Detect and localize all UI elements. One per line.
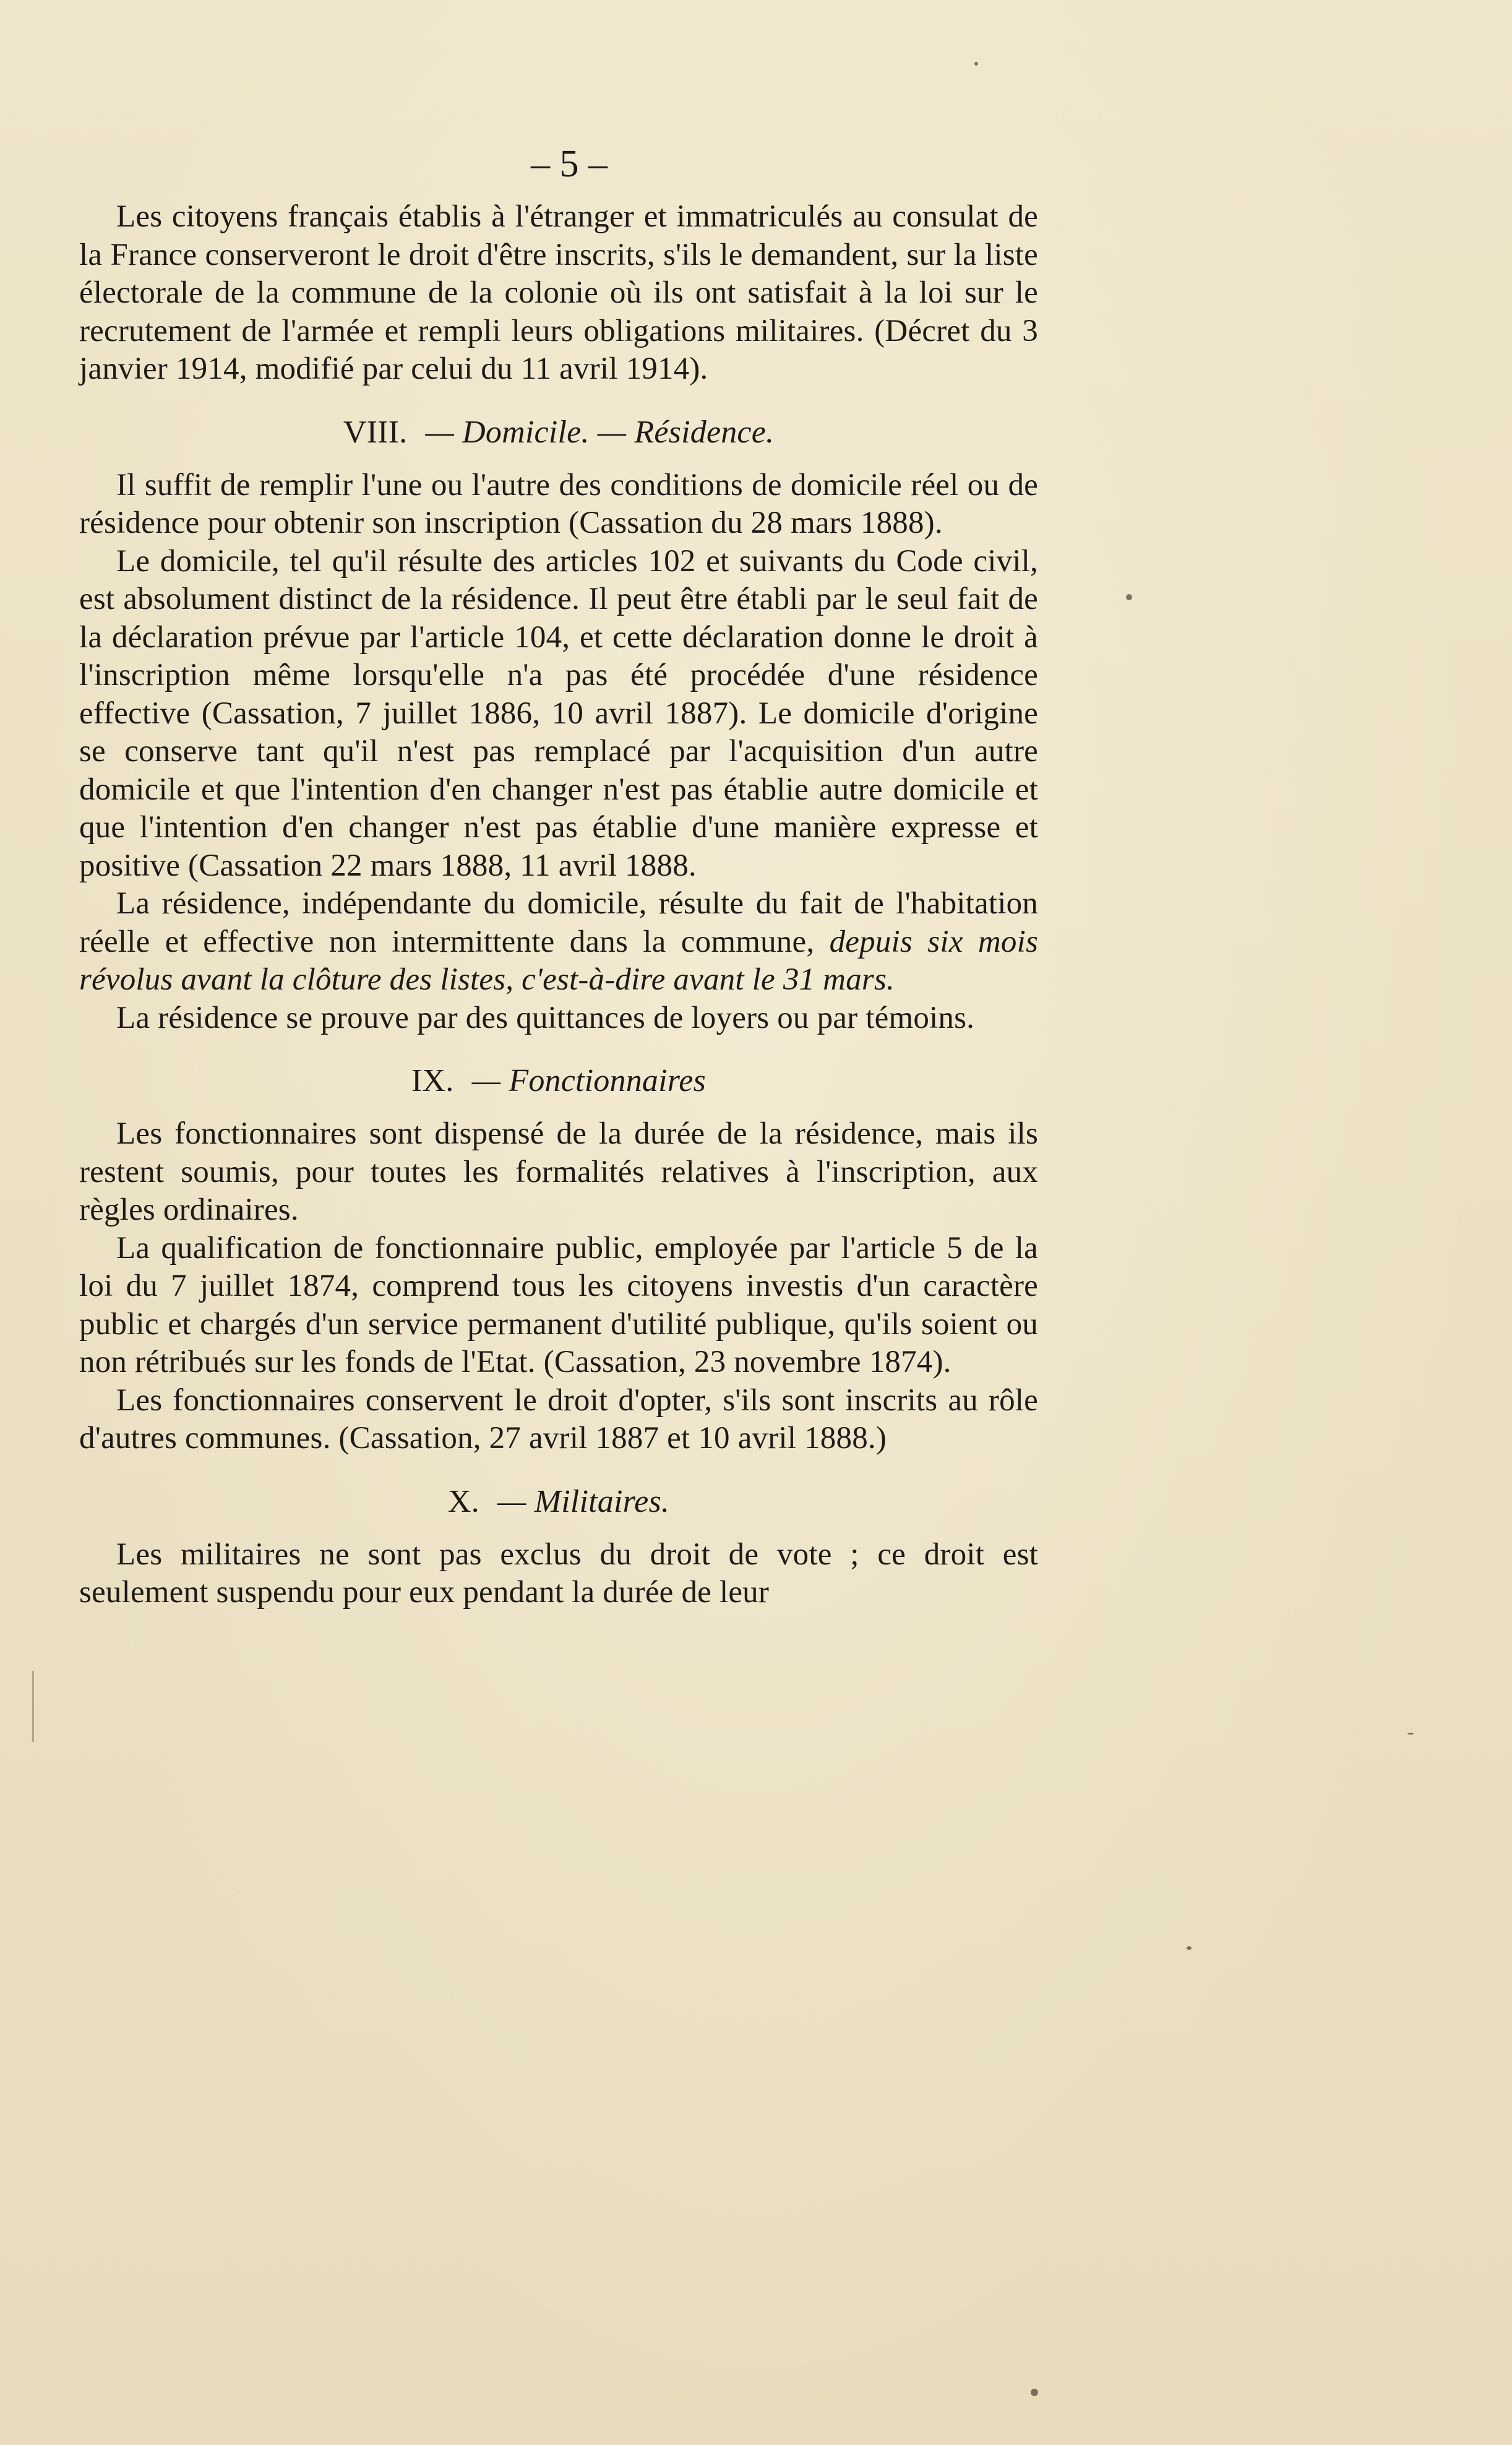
residence-text: La résidence, indépendante du domicile, résulte du fait de l'habitation réelle et effective non intermittente dans la commune, [79,886,1038,959]
section-heading-ix [79,1062,1038,1100]
section-number-x: X. [447,1483,479,1519]
body-text [79,142,1038,1612]
paper-speck [1407,1733,1414,1735]
paper-speck [974,62,978,66]
section-title-domicile-residence: — Domicile. — Résidence. [425,414,775,450]
paragraph-fonctionnaires-dispense: Les fonctionnaires sont dispensé de la durée de la résidence, mais ils restent soumis, pour toutes les formalités relatives à l'inscription, aux règles ordinaires. [79,1116,1038,1227]
section-title-militaires: — Militaires. [497,1483,670,1519]
paragraph-fonctionnaires-opter: Les fonctionnaires conservent le droit d'opter, s'ils sont inscrits au rôle d'autres communes. (Cassation, 27 avril 1887 et 10 avril 1888.) [79,1382,1038,1455]
section-title-fonctionnaires: — Fonctionnaires [471,1063,706,1098]
section-heading-viii [79,413,1038,452]
paper-speck [1187,1946,1192,1950]
paragraph-domicile-definition: Le domicile, tel qu'il résulte des articles 102 et suivants du Code civil, est absolument distinct de la résidence. Il peut être établi par le seul fait de la déclaration prévue par l'article 104, et cette déclaration donne le droit à l'inscription même lorsqu'elle n'a pas été procédée d'une résidence effective (Cassation, 7 juillet 1886, 10 avril 1887). Le domicile d'origine se conserve tant qu'il n'est pas remplacé par l'acquisition d'un autre domicile et que l'intention d'en changer n'est pas établie autre domicile et que l'intention d'en changer n'est pas établie d'une manière expresse et positive (Cassation 22 mars 1888, 11 avril 1888. [79,543,1038,883]
paragraph-conditions-domicile: Il suffit de remplir l'une ou l'autre des conditions de domicile réel ou de résidence pour obtenir son inscription (Cassation du 28 mars 1888). [79,467,1038,540]
residence-italic-text: depuis six mois révolus avant la clôture des listes, c'est-à-dire avant le 31 mars. [79,924,1038,997]
paragraph-fonctionnaire-qualification: La qualification de fonctionnaire public, employée par l'article 5 de la loi du 7 juillet 1874, comprend tous les citoyens investis d'un caractère public et chargés d'un service permanent d'utilité publique, qu'ils soient ou non rétribués sur les fonds de l'Etat. (Cassation, 23 novembre 1874). [79,1230,1038,1379]
paper-speck [1031,2389,1038,2396]
paragraph-residence-preuve: La résidence se prouve par des quittances de loyers ou par témoins. [116,1000,975,1035]
paragraph-citoyens-etranger: Les citoyens français établis à l'étranger et immatriculés au consulat de la France conserveront le droit d'être inscrits, s'ils le demandent, sur la liste électorale de la commune de la colonie où ils ont satisfait à la loi sur le recrutement de l'armée et rempli leurs obligations militaires. (Décret du 3 janvier 1914, modifié par celui du 11 avril 1914). [79,199,1038,386]
section-number-viii: VIII. [343,414,408,450]
section-number-ix: IX. [411,1063,454,1098]
margin-mark [32,1671,34,1742]
section-heading-x [79,1483,1038,1521]
paper-speck [1126,594,1132,600]
page-number: – 5 – [531,143,608,185]
paragraph-residence-definition [79,885,1038,999]
paragraph-militaires: Les militaires ne sont pas exclus du droit de vote ; ce droit est seulement suspendu pour eux pendant la durée de leur [79,1537,1038,1610]
